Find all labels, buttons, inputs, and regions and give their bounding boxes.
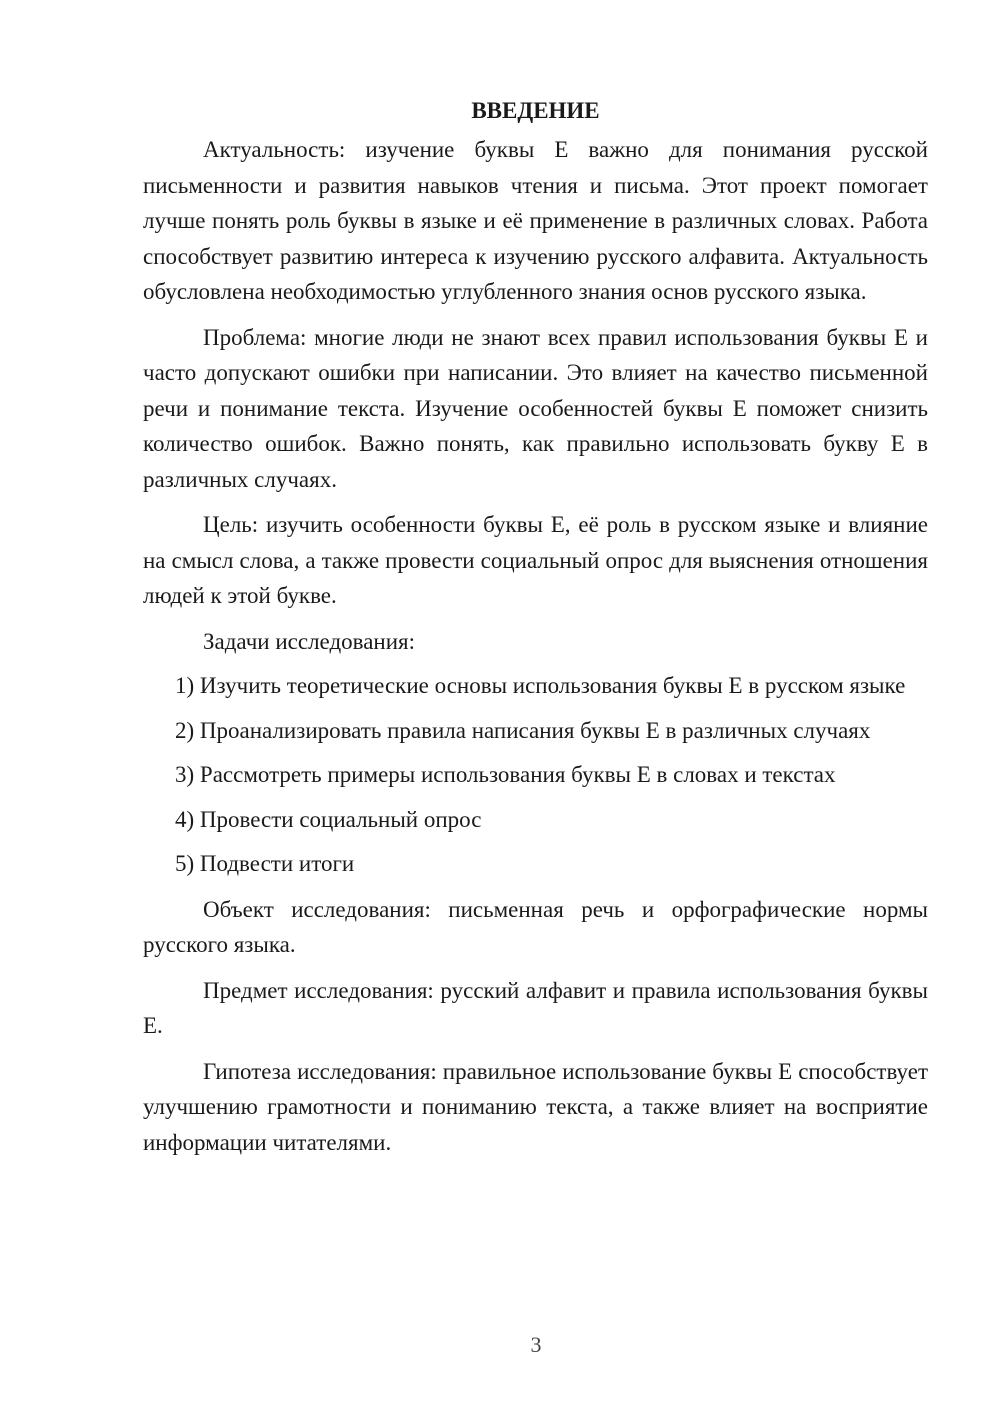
hypothesis-paragraph: Гипотеза исследования: правильное использование буквы Е способствует улучшению грамотности и пониманию текста, а также влияет на восприятие информации читателями. [143,1058,928,1155]
tasks-list [143,668,928,882]
object-paragraph: Объект исследования: письменная речь и орфографические нормы русского языка. [143,896,928,957]
task-item: 3) Рассмотреть примеры использования буквы Е в словах и текстах [175,762,836,787]
task-item: 1) Изучить теоретические основы использования буквы Е в русском языке [175,673,906,698]
page-content [143,93,928,1160]
problem-paragraph: Проблема: многие люди не знают всех правил использования буквы Е и часто допускают ошибки при написании. Это влияет на качество письменной речи и понимание текста. Изучение особенностей буквы Е поможет снизить количество ошибок. Важно понять, как правильно использовать букву Е в различных случаях. [143,324,928,492]
task-item: 5) Подвести итоги [175,851,355,876]
task-item: 4) Провести социальный опрос [175,806,482,832]
tasks-heading: Задачи исследования: [203,628,416,654]
goal-paragraph: Цель: изучить особенности буквы Е, её роль в русском языке и влияние на смысл слова, а также провести социальный опрос для выяснения отношения людей к этой букве. [143,512,928,608]
page-title: ВВЕДЕНИЕ [471,98,600,123]
page-number: 3 [530,1332,542,1357]
subject-paragraph: Предмет исследования: русский алфавит и правила использования буквы Е. [143,977,928,1038]
task-item: 2) Проанализировать правила написания буквы Е в различных случаях [175,717,871,743]
relevance-paragraph: Актуальность: изучение буквы Е важно для понимания русской письменности и развития навыков чтения и письма. Этот проект помогает лучше понять роль буквы в языке и её применение в различных словах. Работа способствует развитию интереса к изучению русского алфавита. Актуальность обусловлена необходимостью углубленного знания основ русского языка. [143,137,928,304]
